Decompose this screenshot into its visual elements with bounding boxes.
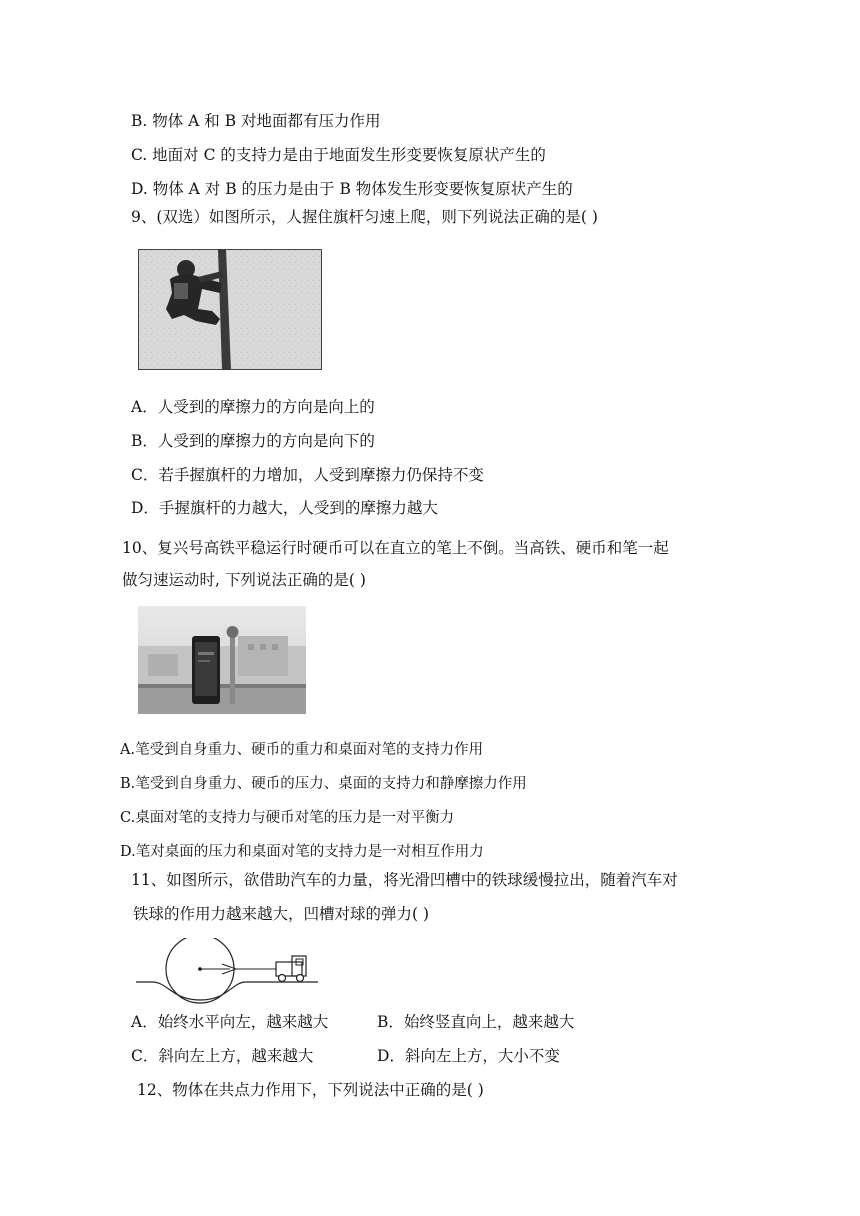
q10-train-coin-pen-photo	[138, 606, 306, 714]
q8-option-b: B. 物体 A 和 B 对地面都有压力作用	[131, 112, 381, 130]
q11-ball-groove-truck-diagram	[134, 938, 320, 1004]
q9-option-d: D．手握旗杆的力越大，人受到的摩擦力越大	[131, 499, 438, 517]
q8-option-c: C. 地面对 C 的支持力是由于地面发生形变要恢复原状产生的	[131, 146, 546, 164]
q11-option-d: D．斜向左上方，大小不变	[377, 1047, 560, 1065]
q10-option-c: C.桌面对笔的支持力与硬币对笔的压力是一对平衡力	[120, 810, 455, 826]
q10-option-d: D.笔对桌面的压力和桌面对笔的支持力是一对相互作用力	[120, 844, 484, 860]
q11-stem-line2: 铁球的作用力越来越大，凹槽对球的弹力( )	[133, 905, 430, 923]
q11-option-c: C．斜向左上方，越来越大	[131, 1047, 314, 1065]
q10-stem-line2: 做匀速运动时, 下列说法正确的是( )	[122, 571, 366, 589]
q9-stem: 9、(双选）如图所示，人握住旗杆匀速上爬，则下列说法正确的是( )	[131, 208, 598, 226]
q8-option-d: D. 物体 A 对 B 的压力是由于 B 物体发生形变要恢复原状产生的	[131, 180, 573, 198]
q11-option-b: B．始终竖直向上，越来越大	[377, 1013, 575, 1031]
q10-option-a: A.笔受到自身重力、硬币的重力和桌面对笔的支持力作用	[120, 742, 484, 758]
q9-option-a: A．人受到的摩擦力的方向是向上的	[131, 398, 375, 416]
q11-stem-line1: 11、如图所示，欲借助汽车的力量，将光滑凹槽中的铁球缓慢拉出，随着汽车对	[131, 871, 678, 889]
q9-flagpole-climber-image	[138, 249, 322, 370]
q10-option-b: B.笔受到自身重力、硬币的压力、桌面的支持力和静摩擦力作用	[120, 776, 527, 792]
q9-option-b: B．人受到的摩擦力的方向是向下的	[131, 432, 375, 450]
q10-stem-line1: 10、复兴号高铁平稳运行时硬币可以在直立的笔上不倒。当高铁、硬币和笔一起	[122, 539, 669, 557]
q12-stem: 12、物体在共点力作用下，下列说法中正确的是( )	[137, 1081, 484, 1099]
q9-option-c: C．若手握旗杆的力增加，人受到摩擦力仍保持不变	[131, 466, 484, 484]
q11-option-a: A．始终水平向左，越来越大	[131, 1013, 329, 1031]
